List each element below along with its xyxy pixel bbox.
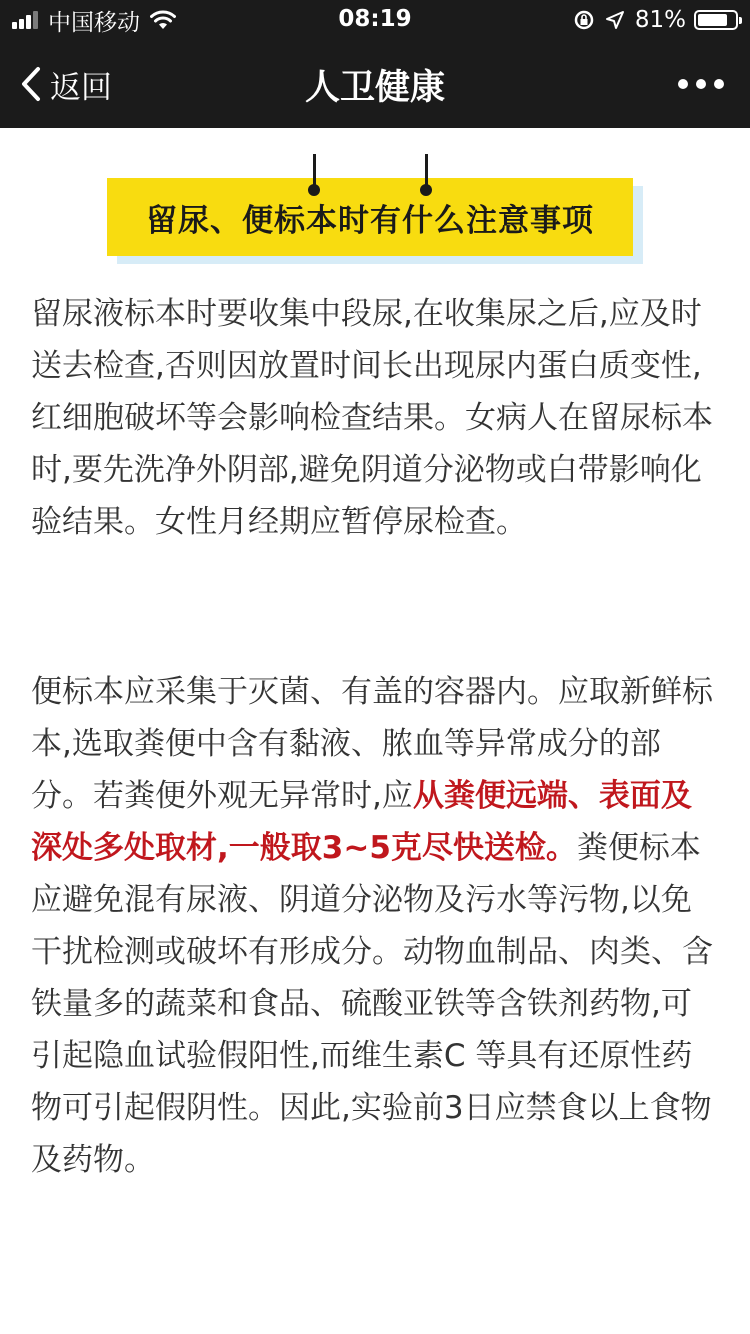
back-button[interactable] (20, 62, 112, 106)
paragraph-stool (31, 666, 721, 1186)
more-dots-icon[interactable] (678, 70, 724, 98)
location-icon (605, 10, 625, 30)
paragraph-stool-emphasis: 从粪便远端、表面及深处多处取材,一般取3~5克尽快送检。 (31, 778, 692, 866)
status-right (573, 7, 738, 33)
battery-icon (694, 10, 738, 30)
article-title: 留尿、便标本时有什么注意事项 (146, 202, 594, 239)
title-hanger-pin-left (308, 154, 320, 194)
paragraph-urine: 留尿液标本时要收集中段尿,在收集尿之后,应及时送去检查,否则因放置时间长出现尿内蛋白质变性,红细胞破坏等会影响检查结果。女病人在留尿标本时,要先洗净外阴部,避免阴道分泌物或白带影响化验结果。女性月经期应暂停尿检查。 (31, 296, 713, 540)
paragraph-stool-part1: 便标本应采集于灭菌、有盖的容器内。应取新鲜标本,选取粪便中含有黏液、脓血等异常成分的部分。若粪便外观无异常时,应 (31, 674, 713, 814)
paragraph-stool-part2: 粪便标本应避免混有尿液、阴道分泌物及污水等污物,以免干扰检测或破坏有形成分。动物血制品、肉类、含铁量多的蔬菜和食品、硫酸亚铁等含铁剂药物,可引起隐血试验假阳性,而维生素C 等具有还原性药物可引起假阴性。因此,实验前3日应禁食以上食物及药物。 (31, 830, 713, 1178)
status-bar (0, 0, 750, 40)
battery-level-fill (698, 14, 727, 26)
navigation-bar (0, 40, 750, 128)
carrier-name: 中国移动 (48, 9, 140, 36)
article-title-block (107, 178, 633, 256)
title-highlight-box (107, 178, 633, 256)
chevron-left-icon (20, 66, 42, 102)
battery-percent: 81% (634, 7, 686, 33)
page-title: 人卫健康 (304, 68, 445, 108)
top-bar (0, 0, 750, 128)
title-hanger-pin-right (420, 154, 432, 194)
battery-cap (739, 17, 742, 24)
status-time: 08:19 (338, 6, 412, 32)
back-label: 返回 (50, 69, 112, 106)
orientation-lock-icon (573, 9, 595, 31)
